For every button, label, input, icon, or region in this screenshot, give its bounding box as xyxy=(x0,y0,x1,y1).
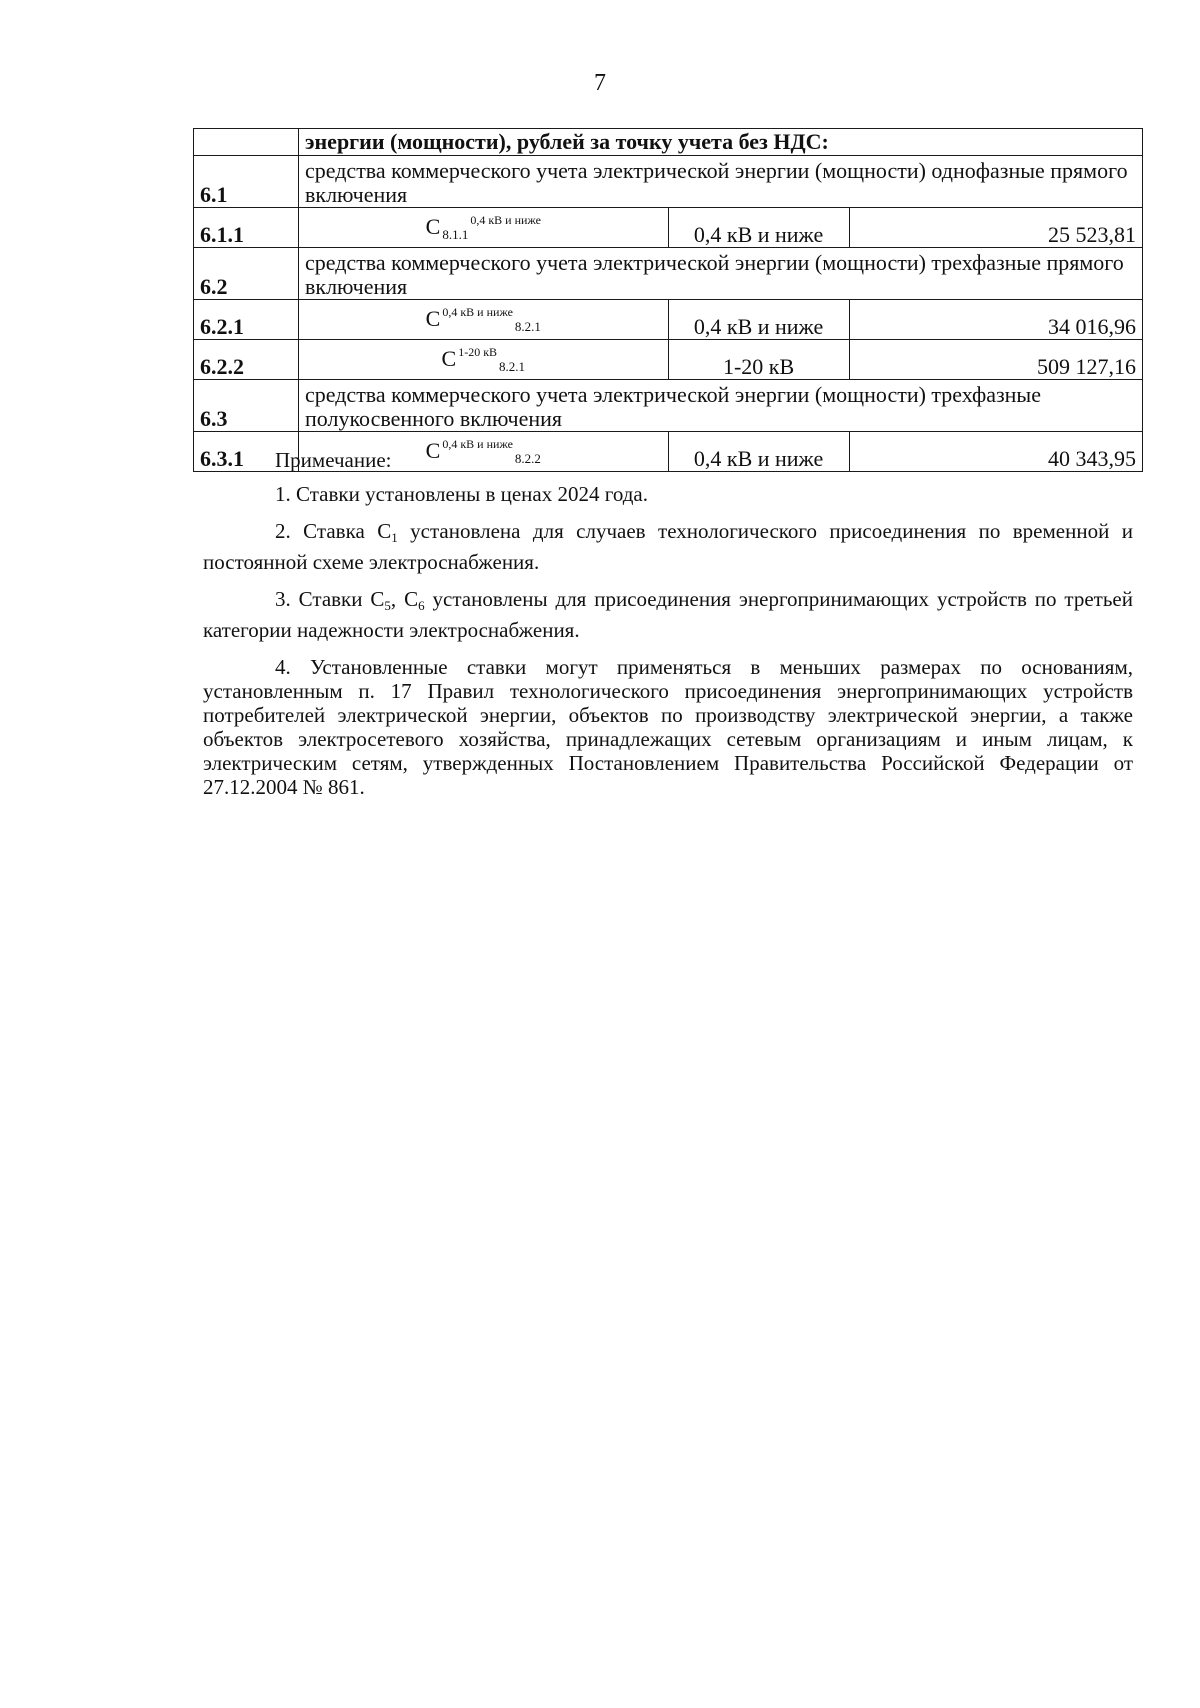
group-row xyxy=(194,248,1143,300)
price-cell: 40 343,95 xyxy=(849,432,1142,472)
group-row xyxy=(194,156,1143,208)
rate-cell xyxy=(299,340,669,380)
group-code: 6.2 xyxy=(194,248,299,300)
group-row xyxy=(194,380,1143,432)
row-code: 6.2.2 xyxy=(194,340,299,380)
voltage-cell: 0,4 кВ и ниже xyxy=(668,432,849,472)
table-header-row xyxy=(194,129,1143,156)
price-cell: 34 016,96 xyxy=(849,300,1142,340)
rate-cell xyxy=(299,208,669,248)
price-cell: 25 523,81 xyxy=(849,208,1142,248)
tariff-table xyxy=(193,128,1143,472)
voltage-cell: 0,4 кВ и ниже xyxy=(668,300,849,340)
note-3: 3. Ставки C5, C6 установлены для присоединения энергопринимающих устройств по третьей категории надежности электроснабжения. xyxy=(203,587,1133,642)
row-code: 6.2.1 xyxy=(194,300,299,340)
notes-section xyxy=(203,448,1133,812)
note-4: 4. Установленные ставки могут применяться в меньших размерах по основаниям, установленным п. 17 Правил технологического присоединения энергопринимающих устройств потребителей электрической энергии, объектов по производству электрической энергии, а также объектов электросетевого хозяйства, принадлежащих сетевым организациям и иным лицам, к электрическим сетям, утвержденных Постановлением Правительства Российской Федерации от 27.12.2004 № 861. xyxy=(203,655,1133,799)
group-title: средства коммерческого учета электрической энергии (мощности) однофазные прямого включения xyxy=(299,156,1143,208)
group-title: средства коммерческого учета электрической энергии (мощности) трехфазные прямого включения xyxy=(299,248,1143,300)
note-1: 1. Ставки установлены в ценах 2024 года. xyxy=(275,482,648,506)
table-row xyxy=(194,340,1143,380)
header-code-cell xyxy=(194,129,299,156)
rate-symbol: C $^{1-20 кВ}_{8.2.1}$ xyxy=(441,345,526,374)
voltage-cell: 1-20 кВ xyxy=(668,340,849,380)
rate-symbol: C $_{8.1.1}^{0,4 кВ и ниже}$ xyxy=(425,213,541,242)
group-code: 6.1 xyxy=(194,156,299,208)
row-code: 6.3.1 xyxy=(194,432,299,472)
rate-symbol: C $^{0,4 кВ и ниже}_{8.2.2}$ xyxy=(425,437,541,466)
voltage-cell: 0,4 кВ и ниже xyxy=(668,208,849,248)
notes-heading: Примечание: xyxy=(275,448,392,472)
note-2: 2. Ставка C1 установлена для случаев технологического присоединения по временной и постоянной схеме электроснабжения. xyxy=(203,519,1133,574)
price-cell: 509 127,16 xyxy=(849,340,1142,380)
page-number: 7 xyxy=(594,70,606,96)
group-title: средства коммерческого учета электрической энергии (мощности) трехфазные полукосвенного включения xyxy=(299,380,1143,432)
group-code: 6.3 xyxy=(194,380,299,432)
table-row xyxy=(194,300,1143,340)
table-row xyxy=(194,208,1143,248)
header-text: энергии (мощности), рублей за точку учета без НДС: xyxy=(299,129,1143,156)
row-code: 6.1.1 xyxy=(194,208,299,248)
rate-cell xyxy=(299,300,669,340)
rate-symbol: C $^{0,4 кВ и ниже}_{8.2.1}$ xyxy=(425,305,541,334)
